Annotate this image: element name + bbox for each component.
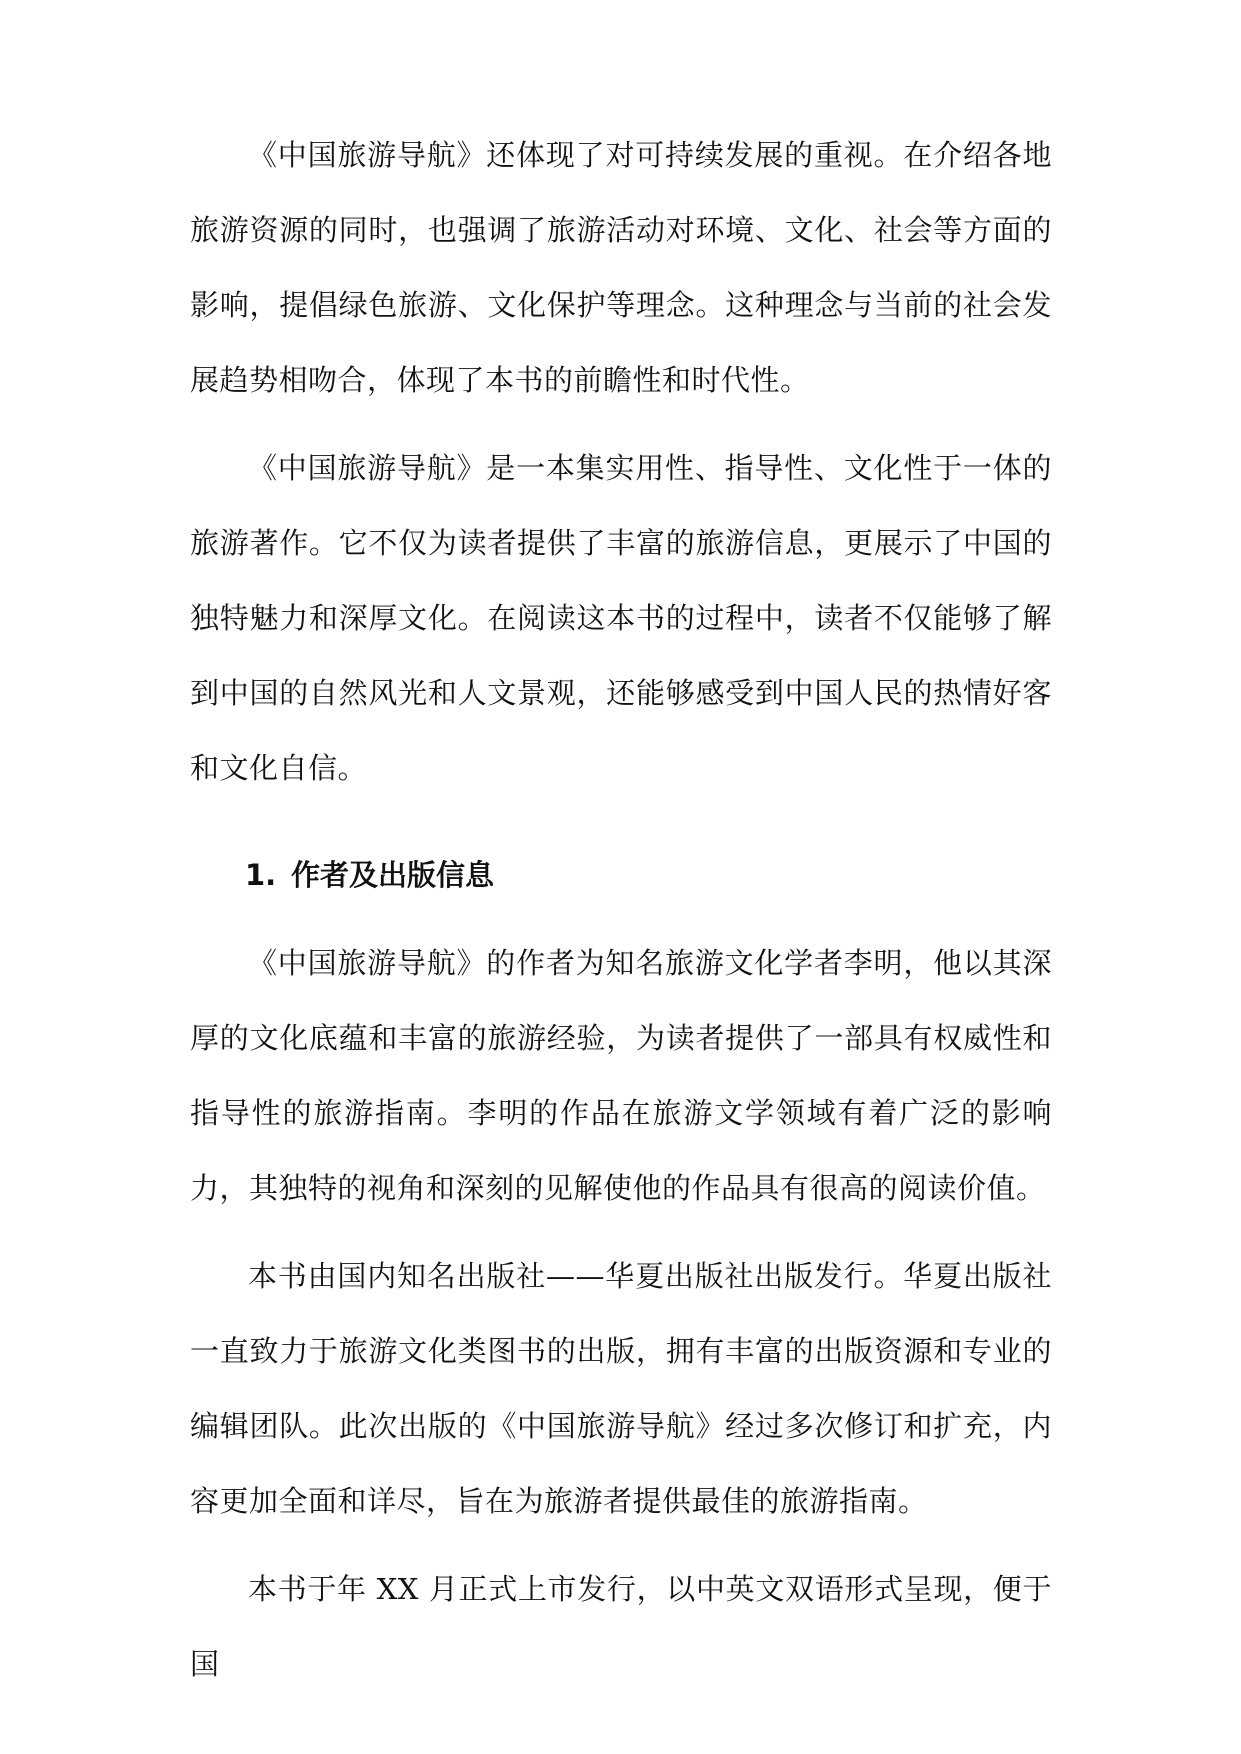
section-title: 作者及出版信息 xyxy=(291,858,495,892)
paragraph-publisher: 本书由国内知名出版社——华夏出版社出版发行。华夏出版社一直致力于旅游文化类图书的出版，拥有丰富的出版资源和专业的编辑团队。此次出版的《中国旅游导航》经过多次修订和扩充，内容更加全面和详尽，旨在为旅游者提供最佳的旅游指南。 xyxy=(190,1259,1052,1518)
section-heading xyxy=(190,838,1052,913)
paragraph-author: 《中国旅游导航》的作者为知名旅游文化学者李明，他以其深厚的文化底蕴和丰富的旅游经验，为读者提供了一部具有权威性和指导性的旅游指南。李明的作品在旅游文学领域有着广泛的影响力，其独特的视角和深刻的见解使他的作品具有很高的阅读价值。 xyxy=(190,946,1052,1205)
paragraph-sustainability: 《中国旅游导航》还体现了对可持续发展的重视。在介绍各地旅游资源的同时，也强调了旅游活动对环境、文化、社会等方面的影响，提倡绿色旅游、文化保护等理念。这种理念与当前的社会发展趋势相吻合，体现了本书的前瞻性和时代性。 xyxy=(190,138,1052,397)
paragraph-release: 本书于年 XX 月正式上市发行，以中英文双语形式呈现，便于国 xyxy=(190,1572,1052,1681)
paragraph-gap xyxy=(190,1539,1052,1552)
paragraph-gap xyxy=(190,1226,1052,1239)
section-number: 1. xyxy=(245,858,277,892)
paragraph-gap xyxy=(190,418,1052,431)
document-page xyxy=(190,118,1052,1702)
paragraph-summary: 《中国旅游导航》是一本集实用性、指导性、文化性于一体的旅游著作。它不仅为读者提供了丰富的旅游信息，更展示了中国的独特魅力和深厚文化。在阅读这本书的过程中，读者不仅能够了解到中国的自然风光和人文景观，还能够感受到中国人民的热情好客和文化自信。 xyxy=(190,451,1052,785)
